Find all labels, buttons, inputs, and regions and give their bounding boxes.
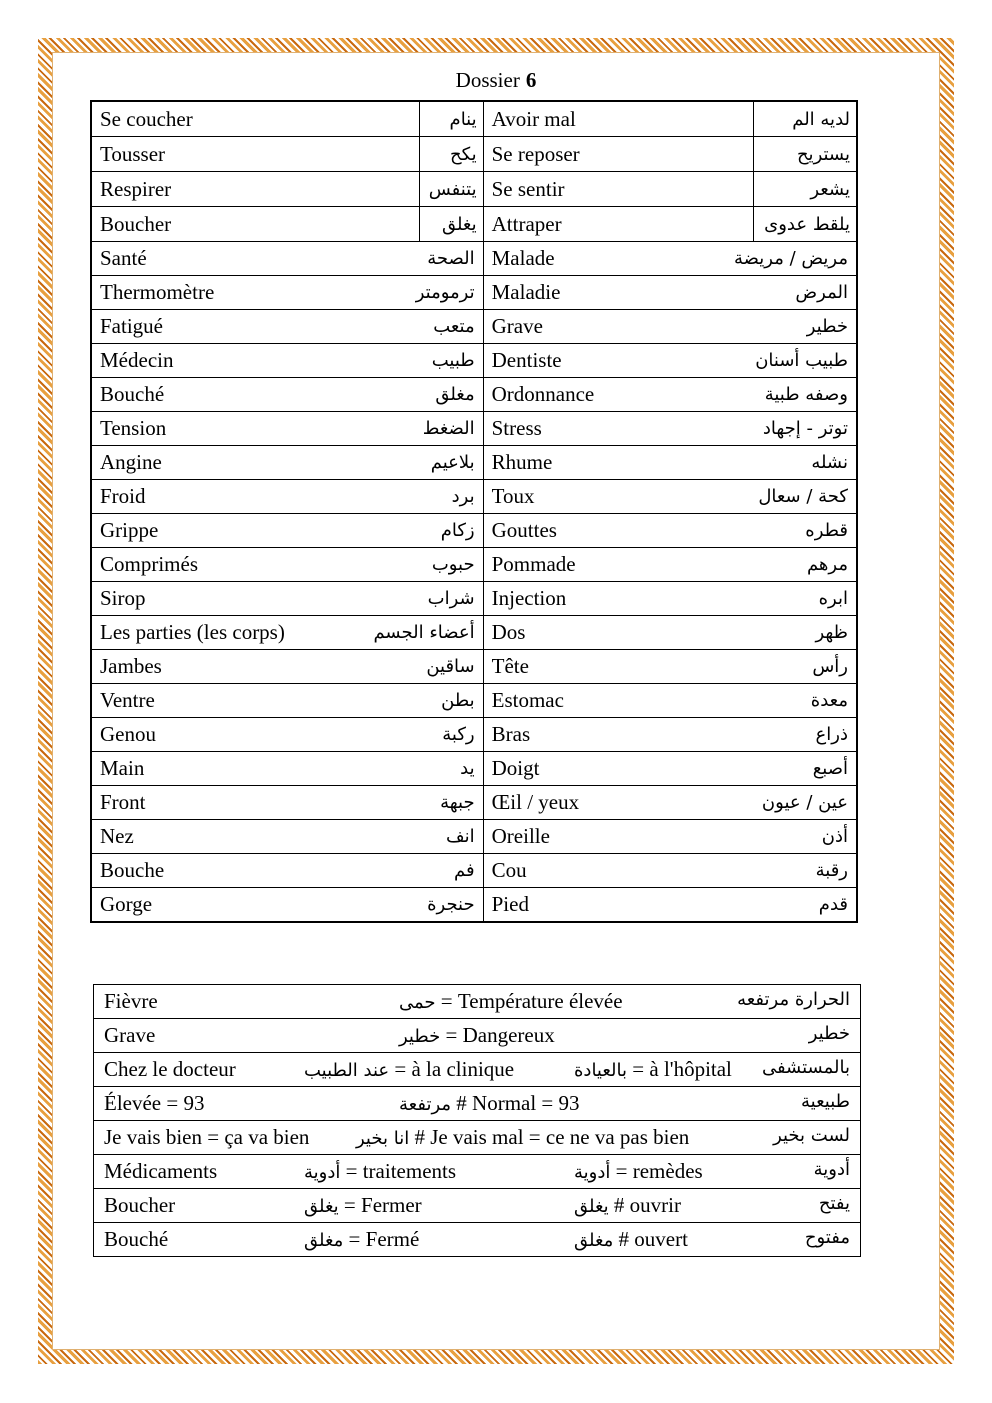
- french-word: Grave: [491, 314, 543, 338]
- arabic-word: مريض / مريضة: [734, 248, 848, 269]
- left-pair: [91, 514, 483, 548]
- note-equivalent: = remèdes: [610, 1159, 703, 1183]
- note-arabic-result: أدوية: [813, 1159, 850, 1180]
- french-word: Se sentir: [483, 172, 753, 207]
- table-row: [91, 344, 857, 378]
- french-word: Comprimés: [100, 552, 198, 576]
- right-pair: [483, 310, 857, 344]
- arabic-word: يغلق: [420, 207, 483, 242]
- note-arabic: أدوية: [574, 1162, 611, 1183]
- table-row: [91, 616, 857, 650]
- french-word: Dos: [491, 620, 526, 644]
- arabic-word: بلاعيم: [430, 452, 475, 473]
- title-label: Dossier: [455, 68, 520, 92]
- right-pair: [483, 888, 857, 923]
- french-word: Médecin: [100, 348, 174, 372]
- arabic-word: كحة / سعال: [758, 486, 848, 507]
- table-row: [91, 480, 857, 514]
- right-pair: [483, 820, 857, 854]
- arabic-word: لديه الم: [754, 101, 857, 137]
- table-row: [91, 514, 857, 548]
- left-pair: [91, 820, 483, 854]
- arabic-word: ركبة: [442, 724, 475, 745]
- note-arabic-result: بالمستشفى: [761, 1057, 850, 1078]
- right-pair: [483, 752, 857, 786]
- arabic-word: انف: [445, 826, 475, 847]
- arabic-word: وصفه طبية: [764, 384, 848, 405]
- arabic-word: توتر - إجهاد: [762, 418, 848, 439]
- french-word: Malade: [491, 246, 555, 270]
- left-pair: [91, 854, 483, 888]
- arabic-word: يكح: [420, 137, 483, 172]
- note-cell: [94, 1155, 861, 1189]
- arabic-word: برد: [451, 486, 475, 507]
- table-row: [91, 888, 857, 923]
- table-row: [91, 548, 857, 582]
- french-word: Avoir mal: [483, 101, 753, 137]
- table-row: [91, 101, 857, 137]
- table-row: [91, 718, 857, 752]
- note-row: [94, 1223, 861, 1257]
- arabic-word: ساقين: [426, 656, 475, 677]
- right-pair: [483, 446, 857, 480]
- right-pair: [483, 718, 857, 752]
- left-pair: [91, 684, 483, 718]
- french-word: Gouttes: [491, 518, 557, 542]
- arabic-word: مرهم: [806, 554, 848, 575]
- right-pair: [483, 412, 857, 446]
- right-pair: [483, 786, 857, 820]
- right-pair: [483, 242, 857, 276]
- arabic-word: رأس: [812, 656, 848, 677]
- table-row: [91, 412, 857, 446]
- note-cell: [94, 1019, 861, 1053]
- right-pair: [483, 276, 857, 310]
- left-pair: [91, 446, 483, 480]
- note-arabic-result: خطير: [808, 1023, 850, 1044]
- french-word: Les parties (les corps): [100, 620, 285, 644]
- note-equivalent: = Dangereux: [440, 1023, 555, 1047]
- arabic-word: نشله: [811, 452, 848, 473]
- right-pair: [483, 344, 857, 378]
- arabic-word: ترمومتر: [415, 282, 475, 303]
- french-word: Se reposer: [483, 137, 753, 172]
- right-pair: [483, 378, 857, 412]
- french-word: Sirop: [100, 586, 146, 610]
- french-word: Tête: [491, 654, 529, 678]
- french-word: Maladie: [491, 280, 561, 304]
- note-arabic-result: طبيعية: [801, 1091, 850, 1112]
- page-title: [0, 68, 992, 93]
- note-equivalent: = à la clinique: [389, 1057, 515, 1081]
- arabic-word: يتنفس: [420, 172, 483, 207]
- french-word: Santé: [100, 246, 147, 270]
- arabic-word: يستريح: [754, 137, 857, 172]
- arabic-word: رقبة: [815, 860, 848, 881]
- note-equivalent: = Température élevée: [435, 989, 623, 1013]
- arabic-word: حبوب: [431, 554, 475, 575]
- french-word: Fatigué: [100, 314, 163, 338]
- french-word: Attraper: [483, 207, 753, 242]
- french-word: Froid: [100, 484, 146, 508]
- table-row: [91, 854, 857, 888]
- arabic-word: فم: [454, 860, 475, 881]
- arabic-word: أذن: [821, 826, 848, 847]
- arabic-word: الصحة: [427, 248, 475, 269]
- arabic-word: جبهة: [440, 792, 475, 813]
- left-pair: [91, 378, 483, 412]
- arabic-word: الضغط: [422, 418, 475, 439]
- right-pair: [483, 684, 857, 718]
- right-pair: [483, 480, 857, 514]
- note-equivalent: = Fermer: [338, 1193, 422, 1217]
- french-word: Cou: [491, 858, 527, 882]
- left-pair: [91, 344, 483, 378]
- note-term: Boucher: [104, 1193, 176, 1217]
- french-word: Dentiste: [491, 348, 562, 372]
- left-pair: [91, 616, 483, 650]
- note-row: [94, 1155, 861, 1189]
- arabic-word: مغلق: [435, 384, 475, 405]
- table-row: [91, 137, 857, 172]
- table-row: [91, 172, 857, 207]
- notes-table: [93, 984, 861, 1257]
- arabic-word: قطره: [805, 520, 848, 541]
- note-row: [94, 1019, 861, 1053]
- note-equivalent: # Je vais mal = ce ne va pas bien: [409, 1125, 690, 1149]
- table-row: [91, 446, 857, 480]
- right-pair: [483, 514, 857, 548]
- french-word: Front: [100, 790, 146, 814]
- arabic-word: زكام: [440, 520, 475, 541]
- french-word: Tousser: [91, 137, 420, 172]
- note-row: [94, 1053, 861, 1087]
- french-word: Pommade: [491, 552, 576, 576]
- french-word: Estomac: [491, 688, 564, 712]
- left-pair: [91, 650, 483, 684]
- french-word: Injection: [491, 586, 567, 610]
- french-word: Bouché: [100, 382, 165, 406]
- note-arabic: خطير: [399, 1026, 441, 1047]
- note-term: Je vais bien = ça va bien: [104, 1125, 310, 1149]
- left-pair: [91, 412, 483, 446]
- vocabulary-table: [90, 100, 858, 923]
- note-arabic: يغلق: [574, 1196, 609, 1217]
- french-word: Bras: [491, 722, 531, 746]
- note-arabic: عند الطبيب: [304, 1060, 390, 1081]
- arabic-word: ابره: [818, 588, 848, 609]
- note-row: [94, 1087, 861, 1121]
- left-pair: [91, 888, 483, 923]
- table-row: [91, 310, 857, 344]
- left-pair: [91, 786, 483, 820]
- left-pair: [91, 718, 483, 752]
- left-pair: [91, 480, 483, 514]
- french-word: Angine: [100, 450, 162, 474]
- left-pair: [91, 276, 483, 310]
- arabic-word: قدم: [818, 894, 848, 915]
- arabic-word: أصبع: [812, 758, 848, 779]
- note-term: Chez le docteur: [104, 1057, 236, 1081]
- table-row: [91, 820, 857, 854]
- title-number: 6: [525, 68, 537, 92]
- note-arabic-result: لست بخير: [773, 1125, 850, 1146]
- note-cell: [94, 985, 861, 1019]
- arabic-word: حنجرة: [427, 894, 475, 915]
- note-arabic: مغلق: [574, 1230, 614, 1251]
- arabic-word: خطير: [806, 316, 848, 337]
- table-row: [91, 378, 857, 412]
- french-word: Ordonnance: [491, 382, 595, 406]
- table-row: [91, 786, 857, 820]
- arabic-word: ظهر: [815, 622, 848, 643]
- right-pair: [483, 582, 857, 616]
- arabic-word: بطن: [441, 690, 475, 711]
- note-equivalent: = traitements: [340, 1159, 457, 1183]
- french-word: Grippe: [100, 518, 159, 542]
- note-arabic: أدوية: [304, 1162, 341, 1183]
- french-word: Nez: [100, 824, 134, 848]
- arabic-word: يد: [460, 758, 475, 779]
- table-row: [91, 242, 857, 276]
- french-word: Genou: [100, 722, 156, 746]
- french-word: Thermomètre: [100, 280, 215, 304]
- arabic-word: ينام: [420, 101, 483, 137]
- arabic-word: طبيب: [431, 350, 475, 371]
- note-term: Fièvre: [104, 989, 158, 1013]
- note-arabic: بالعيادة: [574, 1060, 628, 1081]
- right-pair: [483, 854, 857, 888]
- table-row: [91, 650, 857, 684]
- arabic-word: ذراع: [815, 724, 848, 745]
- left-pair: [91, 582, 483, 616]
- arabic-word: شراب: [427, 588, 475, 609]
- note-equivalent: = à l'hôpital: [627, 1057, 732, 1081]
- arabic-word: أعضاء الجسم: [373, 622, 475, 643]
- french-word: Respirer: [91, 172, 420, 207]
- arabic-word: طبيب أسنان: [755, 350, 848, 371]
- note-arabic-result: يفتح: [818, 1193, 850, 1214]
- note-cell: [94, 1121, 861, 1155]
- left-pair: [91, 242, 483, 276]
- note-cell: [94, 1223, 861, 1257]
- arabic-word: يلقط عدوى: [754, 207, 857, 242]
- note-term: Élevée = 93: [104, 1091, 205, 1115]
- right-pair: [483, 548, 857, 582]
- left-pair: [91, 310, 483, 344]
- note-cell: [94, 1189, 861, 1223]
- note-term: Bouché: [104, 1227, 169, 1251]
- note-cell: [94, 1053, 861, 1087]
- note-arabic-result: مفتوح: [804, 1227, 850, 1248]
- note-arabic: مغلق: [304, 1230, 344, 1251]
- note-row: [94, 1189, 861, 1223]
- french-word: Œil / yeux: [491, 790, 580, 814]
- table-row: [91, 684, 857, 718]
- french-word: Se coucher: [91, 101, 420, 137]
- arabic-word: المرض: [795, 282, 848, 303]
- note-arabic: مرتفعة: [399, 1094, 452, 1115]
- note-cell: [94, 1087, 861, 1121]
- note-equivalent: # ouvrir: [608, 1193, 681, 1217]
- french-word: Tension: [100, 416, 167, 440]
- note-row: [94, 1121, 861, 1155]
- french-word: Boucher: [91, 207, 420, 242]
- right-pair: [483, 650, 857, 684]
- french-word: Oreille: [491, 824, 550, 848]
- arabic-word: عين / عيون: [761, 792, 848, 813]
- french-word: Toux: [491, 484, 535, 508]
- note-arabic: انا بخير: [356, 1128, 410, 1149]
- arabic-word: يشعر: [754, 172, 857, 207]
- french-word: Bouche: [100, 858, 165, 882]
- table-row: [91, 207, 857, 242]
- french-word: Doigt: [491, 756, 540, 780]
- arabic-word: معدة: [810, 690, 848, 711]
- note-term: Médicaments: [104, 1159, 218, 1183]
- note-equivalent: = Fermé: [343, 1227, 420, 1251]
- note-equivalent: # Normal = 93: [451, 1091, 580, 1115]
- table-row: [91, 752, 857, 786]
- note-term: Grave: [104, 1023, 156, 1047]
- table-row: [91, 276, 857, 310]
- french-word: Jambes: [100, 654, 162, 678]
- french-word: Stress: [491, 416, 542, 440]
- arabic-word: متعب: [433, 316, 475, 337]
- note-row: [94, 985, 861, 1019]
- french-word: Ventre: [100, 688, 155, 712]
- table-row: [91, 582, 857, 616]
- left-pair: [91, 752, 483, 786]
- french-word: Pied: [491, 892, 529, 916]
- note-equivalent: # ouvert: [613, 1227, 688, 1251]
- right-pair: [483, 616, 857, 650]
- note-arabic-result: الحرارة مرتفعه: [737, 989, 850, 1010]
- note-arabic: حمى: [399, 992, 436, 1013]
- left-pair: [91, 548, 483, 582]
- french-word: Main: [100, 756, 145, 780]
- french-word: Rhume: [491, 450, 553, 474]
- french-word: Gorge: [100, 892, 153, 916]
- note-arabic: يغلق: [304, 1196, 339, 1217]
